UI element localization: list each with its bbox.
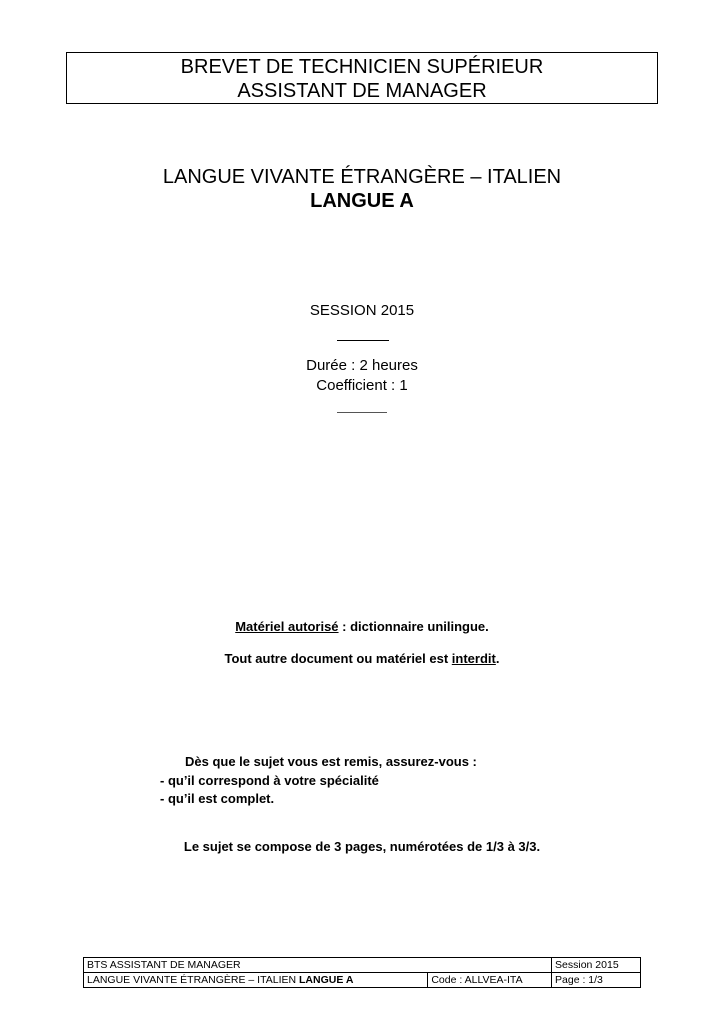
- checklist-item: - qu’il correspond à votre spécialité: [160, 772, 379, 788]
- footer-row: [84, 958, 641, 973]
- coefficient-text: Coefficient : 1: [316, 377, 408, 394]
- page-count-note: Le sujet se compose de 3 pages, numérotées de 1/3 à 3/3.: [183, 839, 541, 854]
- duration-text: Durée : 2 heures: [306, 357, 418, 374]
- footer-row: [84, 973, 641, 988]
- footer-exam-name: BTS ASSISTANT DE MANAGER: [84, 958, 552, 973]
- exam-title-box: [66, 52, 658, 104]
- authorized-material-text: : dictionnaire unilingue.: [338, 619, 489, 634]
- footer-page: Page : 1/3: [552, 973, 641, 988]
- footer-code: Code : ALLVEA-ITA: [428, 973, 552, 988]
- separator-rule: [337, 340, 389, 341]
- subject-heading: [0, 165, 724, 213]
- footer-table: [83, 957, 641, 988]
- footer-subject-level: LANGUE A: [299, 974, 354, 986]
- forbidden-material-suffix: .: [495, 651, 500, 666]
- exam-title-line2: ASSISTANT DE MANAGER: [237, 80, 487, 102]
- forbidden-material: [0, 650, 724, 667]
- forbidden-material-emphasis: interdit: [451, 651, 496, 666]
- exam-title-line1: BREVET DE TECHNICIEN SUPÉRIEUR: [180, 56, 544, 78]
- footer-subject-text: LANGUE VIVANTE ÉTRANGÈRE – ITALIEN: [87, 974, 299, 986]
- duration-block: [0, 356, 724, 396]
- footer-session: Session 2015: [552, 958, 641, 973]
- checklist-item: - qu’il est complet.: [160, 791, 275, 806]
- forbidden-material-prefix: Tout autre document ou matériel est: [224, 651, 452, 666]
- subject-level: LANGUE A: [310, 190, 414, 212]
- footer-subject: [84, 973, 428, 988]
- session-label: SESSION 2015: [309, 302, 415, 319]
- subject-language: LANGUE VIVANTE ÉTRANGÈRE – ITALIEN: [162, 166, 562, 188]
- authorized-material: [0, 618, 724, 635]
- authorized-material-label: Matériel autorisé: [235, 619, 339, 634]
- checklist-intro: Dès que le sujet vous est remis, assurez-vous :: [185, 754, 477, 769]
- checklist: [160, 753, 477, 809]
- separator-rule: [337, 412, 387, 413]
